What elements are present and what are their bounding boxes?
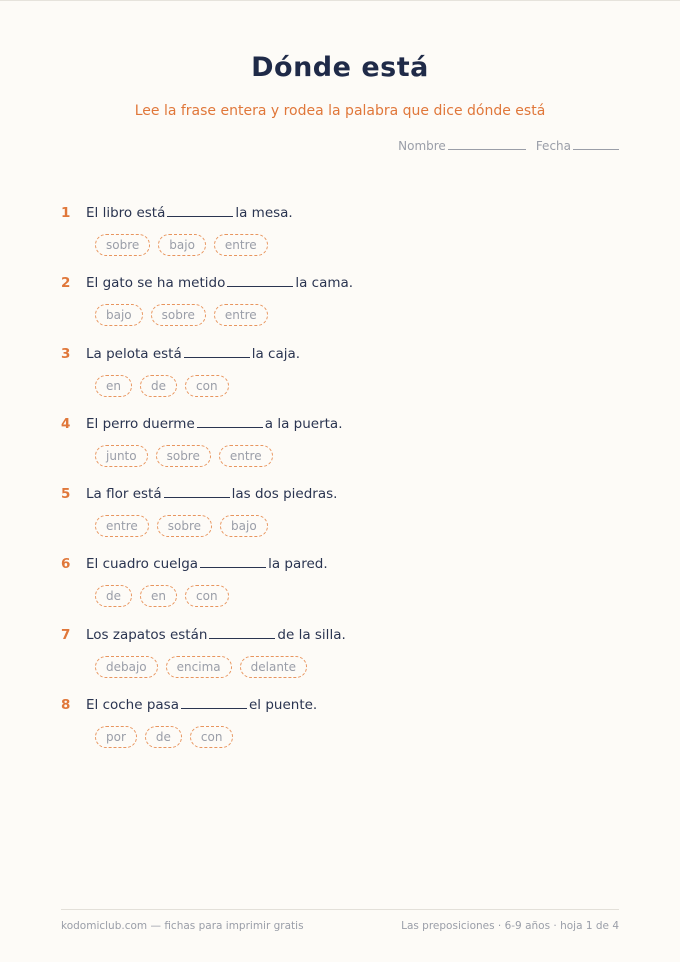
answer-blank — [227, 275, 293, 287]
sentence-start: El gato se ha metido — [86, 275, 226, 292]
sentence-end: la cama. — [295, 275, 354, 292]
sentence-start: La flor está — [86, 486, 162, 503]
sentence-end: de la silla. — [277, 626, 346, 643]
exercise-item — [61, 416, 621, 486]
item-number: 4 — [61, 415, 71, 432]
exercise-item — [61, 627, 621, 697]
option-chip[interactable]: sobre — [157, 515, 212, 537]
option-chip[interactable]: entre — [214, 304, 268, 326]
exercise-item — [61, 346, 621, 416]
answer-blank — [181, 697, 247, 709]
sentence-end: la mesa. — [235, 205, 293, 221]
option-chip[interactable]: entre — [95, 515, 149, 537]
option-chip[interactable]: debajo — [95, 656, 158, 678]
option-chip[interactable]: sobre — [156, 445, 211, 467]
option-chip[interactable]: bajo — [220, 515, 268, 537]
exercise-item — [61, 205, 621, 275]
answer-blank — [184, 346, 250, 358]
option-chip[interactable]: sobre — [151, 304, 206, 326]
date-label: Fecha — [535, 139, 571, 153]
option-chip[interactable]: en — [140, 585, 177, 607]
option-chip[interactable]: con — [190, 726, 234, 748]
item-number: 5 — [61, 486, 71, 503]
option-chip[interactable]: sobre — [95, 234, 150, 256]
option-chip[interactable]: de — [145, 726, 182, 748]
option-chip[interactable]: bajo — [158, 234, 206, 256]
instructions: Lee la frase entera y rodea la palabra que dice dónde está — [134, 103, 546, 119]
answer-blank — [197, 416, 263, 428]
sentence-start: El libro está — [86, 205, 166, 221]
footer-divider — [61, 909, 619, 910]
option-chip[interactable]: entre — [214, 234, 268, 256]
item-number: 3 — [61, 345, 71, 362]
sentence-end: la caja. — [251, 345, 301, 362]
sentence-end: a la puerta. — [264, 415, 343, 432]
item-number: 1 — [61, 205, 71, 221]
item-number: 7 — [61, 626, 71, 643]
option-chip[interactable]: junto — [95, 445, 148, 467]
sentence-start: El cuadro cuelga — [86, 556, 199, 573]
option-chip[interactable]: por — [95, 726, 137, 748]
top-rule — [0, 0, 680, 1]
item-number: 8 — [61, 697, 71, 714]
answer-blank — [209, 627, 275, 639]
exercise-item — [61, 556, 621, 626]
item-number: 2 — [61, 275, 71, 292]
option-chip[interactable]: encima — [166, 656, 232, 678]
item-number: 6 — [61, 556, 71, 573]
answer-blank — [167, 205, 233, 217]
answer-blank — [200, 556, 266, 568]
exercise-item — [61, 697, 621, 767]
page-title: Dónde está — [251, 52, 429, 83]
footer-site-credit: kodomiclub.com — fichas para imprimir gratis — [61, 920, 304, 932]
sentence-start: El coche pasa — [86, 697, 179, 714]
date-blank-line — [573, 139, 619, 150]
exercise-list — [61, 205, 621, 767]
sentence-start: Los zapatos están — [86, 626, 208, 643]
footer-sheet-info: Las preposiciones · 6-9 años · hoja 1 de 4 — [401, 920, 619, 932]
option-chip[interactable]: de — [95, 585, 132, 607]
sentence-end: el puente. — [248, 697, 318, 714]
sentence-start: La pelota está — [86, 345, 182, 362]
name-blank-line — [448, 139, 526, 150]
sentence-end: las dos piedras. — [231, 486, 338, 503]
exercise-item — [61, 486, 621, 556]
answer-blank — [164, 486, 230, 498]
option-chip[interactable]: bajo — [95, 304, 143, 326]
option-chip[interactable]: de — [140, 375, 177, 397]
option-chip[interactable]: en — [95, 375, 132, 397]
option-chip[interactable]: con — [185, 375, 229, 397]
option-chip[interactable]: entre — [219, 445, 273, 467]
option-chip[interactable]: con — [185, 585, 229, 607]
exercise-item — [61, 275, 621, 345]
name-label: Nombre — [398, 139, 446, 153]
sentence-start: El perro duerme — [86, 415, 195, 432]
option-chip[interactable]: delante — [240, 656, 307, 678]
sentence-end: la pared. — [268, 556, 328, 573]
name-date-fields — [398, 139, 619, 153]
